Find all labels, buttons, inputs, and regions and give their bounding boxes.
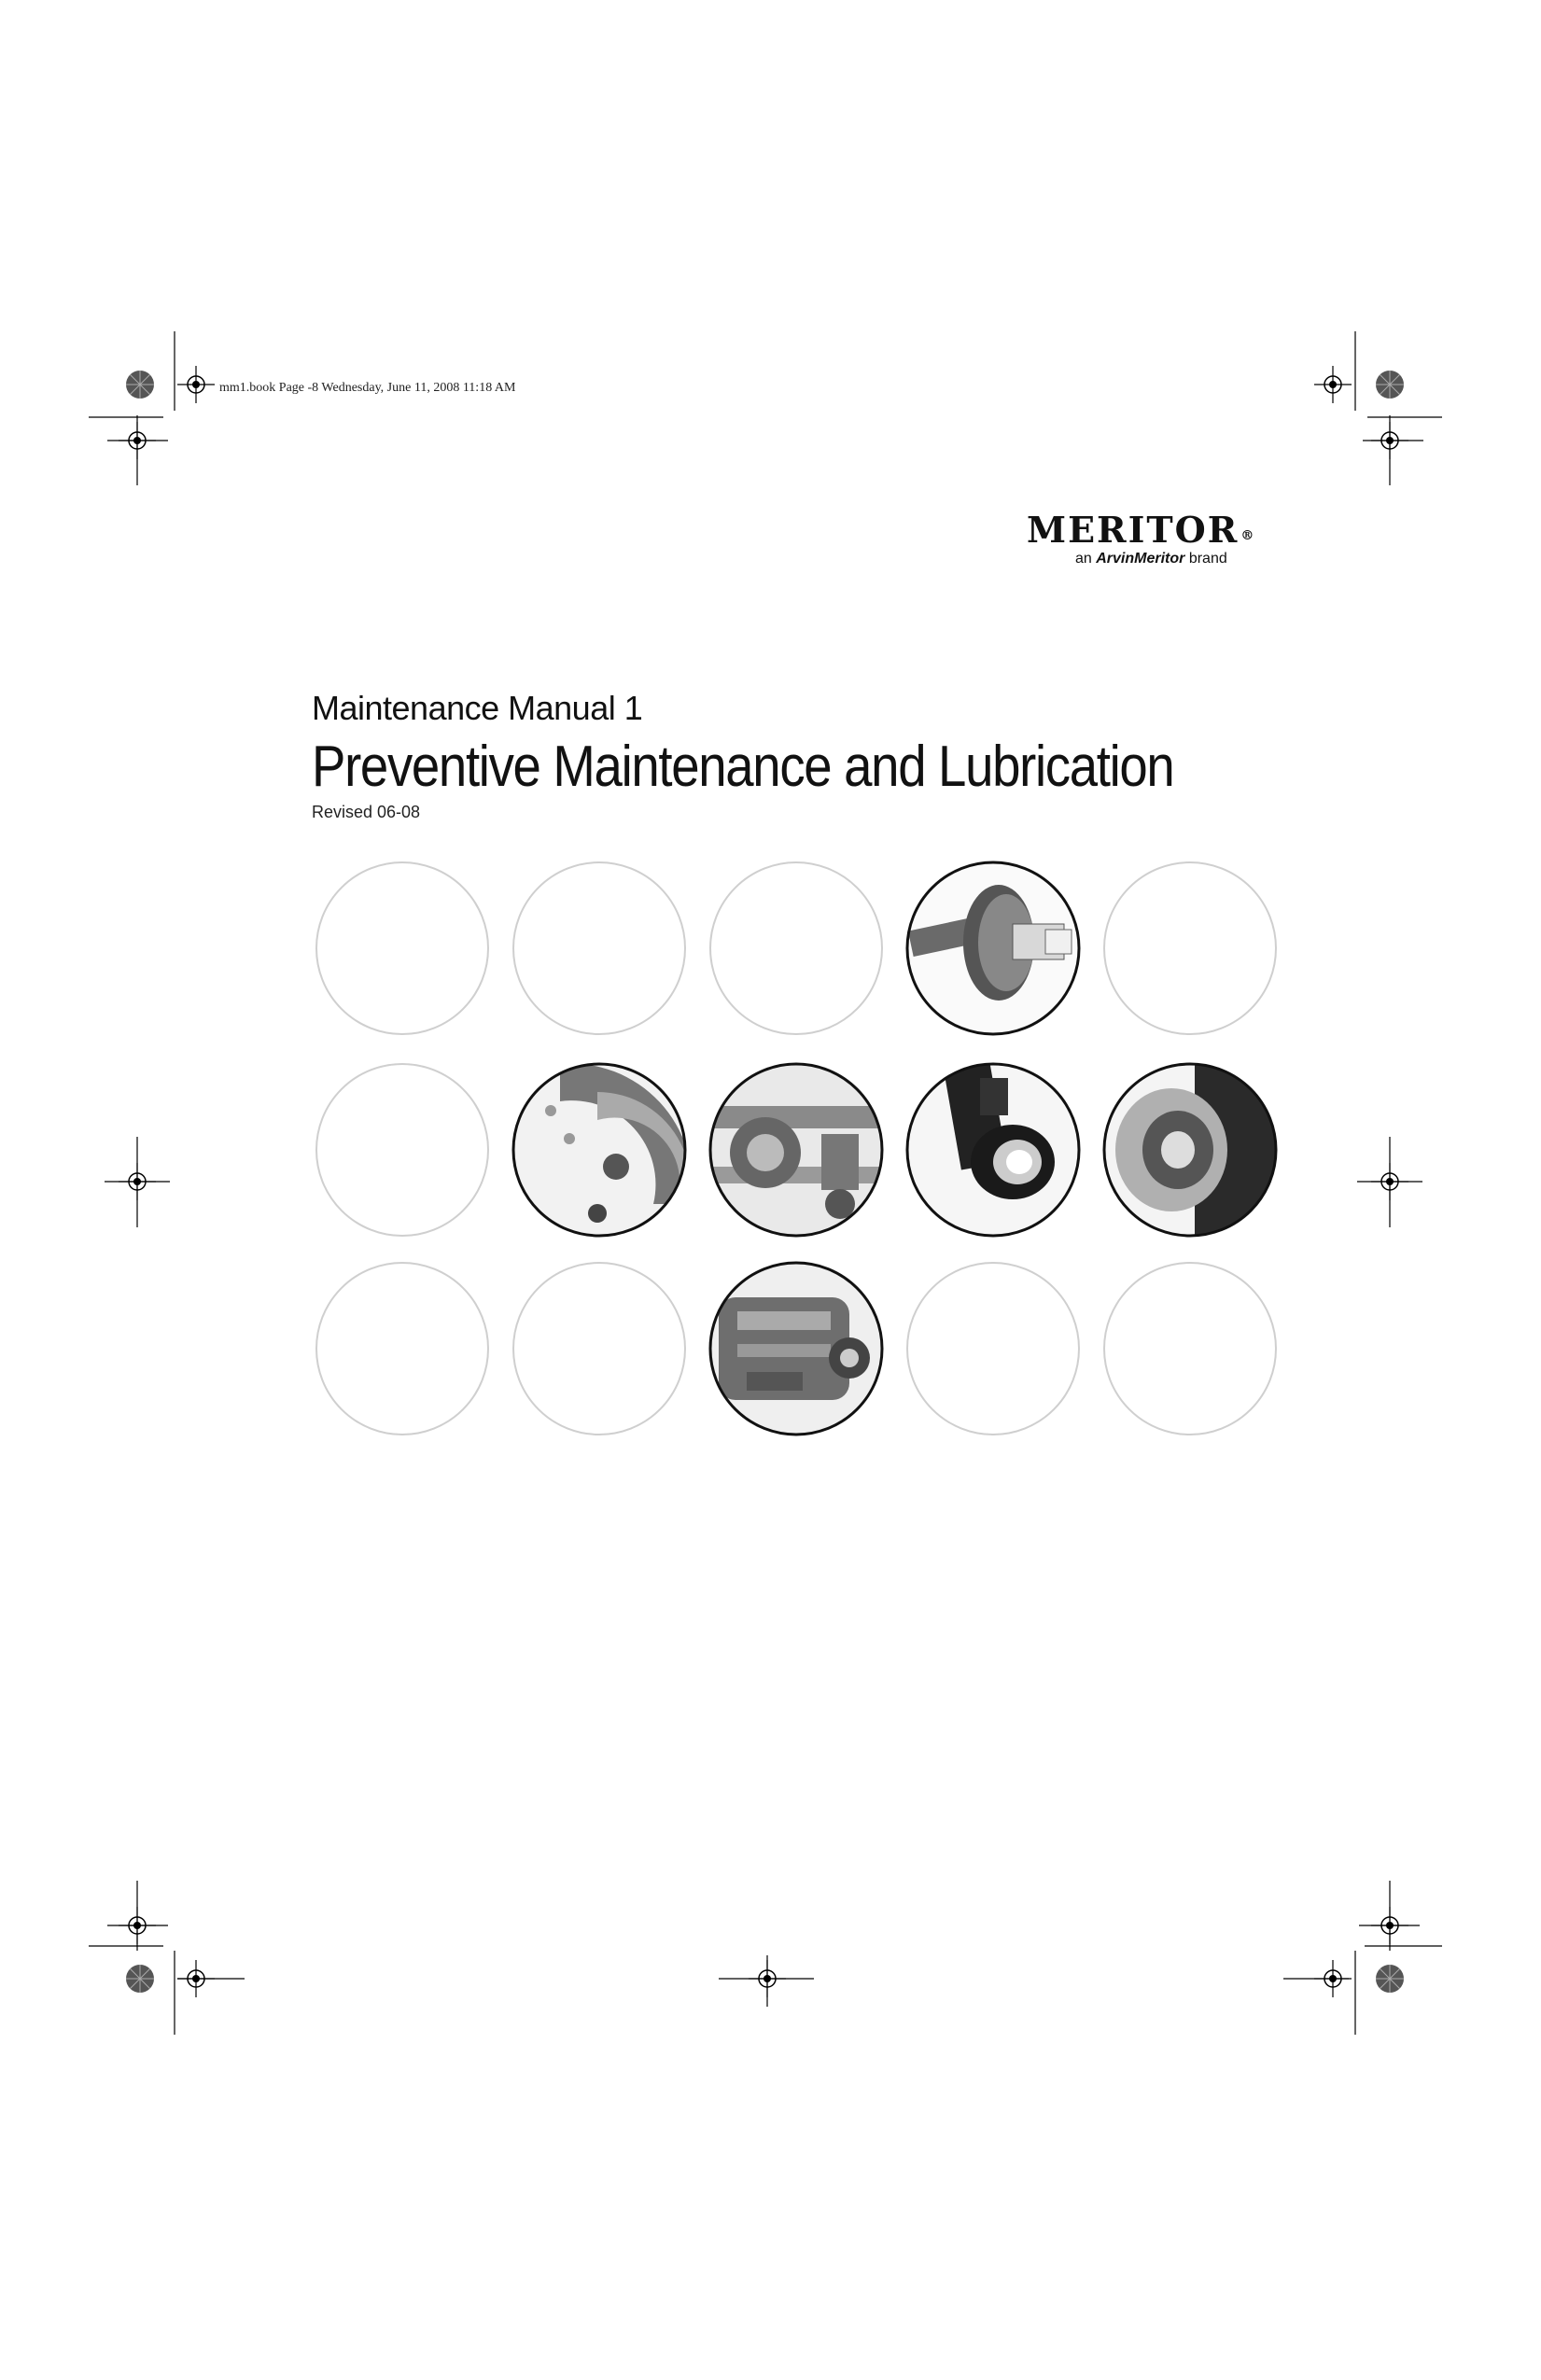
revision-date: Revised 06-08 bbox=[312, 803, 421, 821]
manual-series: Maintenance Manual 1 bbox=[312, 689, 643, 727]
empty-circle bbox=[710, 862, 882, 1034]
page-title: Preventive Maintenance and Lubrication bbox=[312, 735, 1174, 799]
empty-circle bbox=[1104, 1263, 1276, 1435]
empty-circle bbox=[316, 1064, 488, 1236]
empty-circle bbox=[513, 1263, 685, 1435]
empty-circle bbox=[316, 862, 488, 1034]
empty-circle bbox=[907, 1263, 1079, 1435]
brand-name: MERITOR ® bbox=[1027, 509, 1256, 551]
slack-adjuster-icon bbox=[905, 1060, 1083, 1239]
empty-circle bbox=[1104, 862, 1276, 1034]
empty-circle bbox=[513, 862, 685, 1034]
empty-circle bbox=[316, 1263, 488, 1435]
printer-slug-line: mm1.book Page -8 Wednesday, June 11, 2008 11:18 AM bbox=[219, 381, 516, 395]
brand-tagline: an ArvinMeritor brand bbox=[1075, 551, 1227, 567]
